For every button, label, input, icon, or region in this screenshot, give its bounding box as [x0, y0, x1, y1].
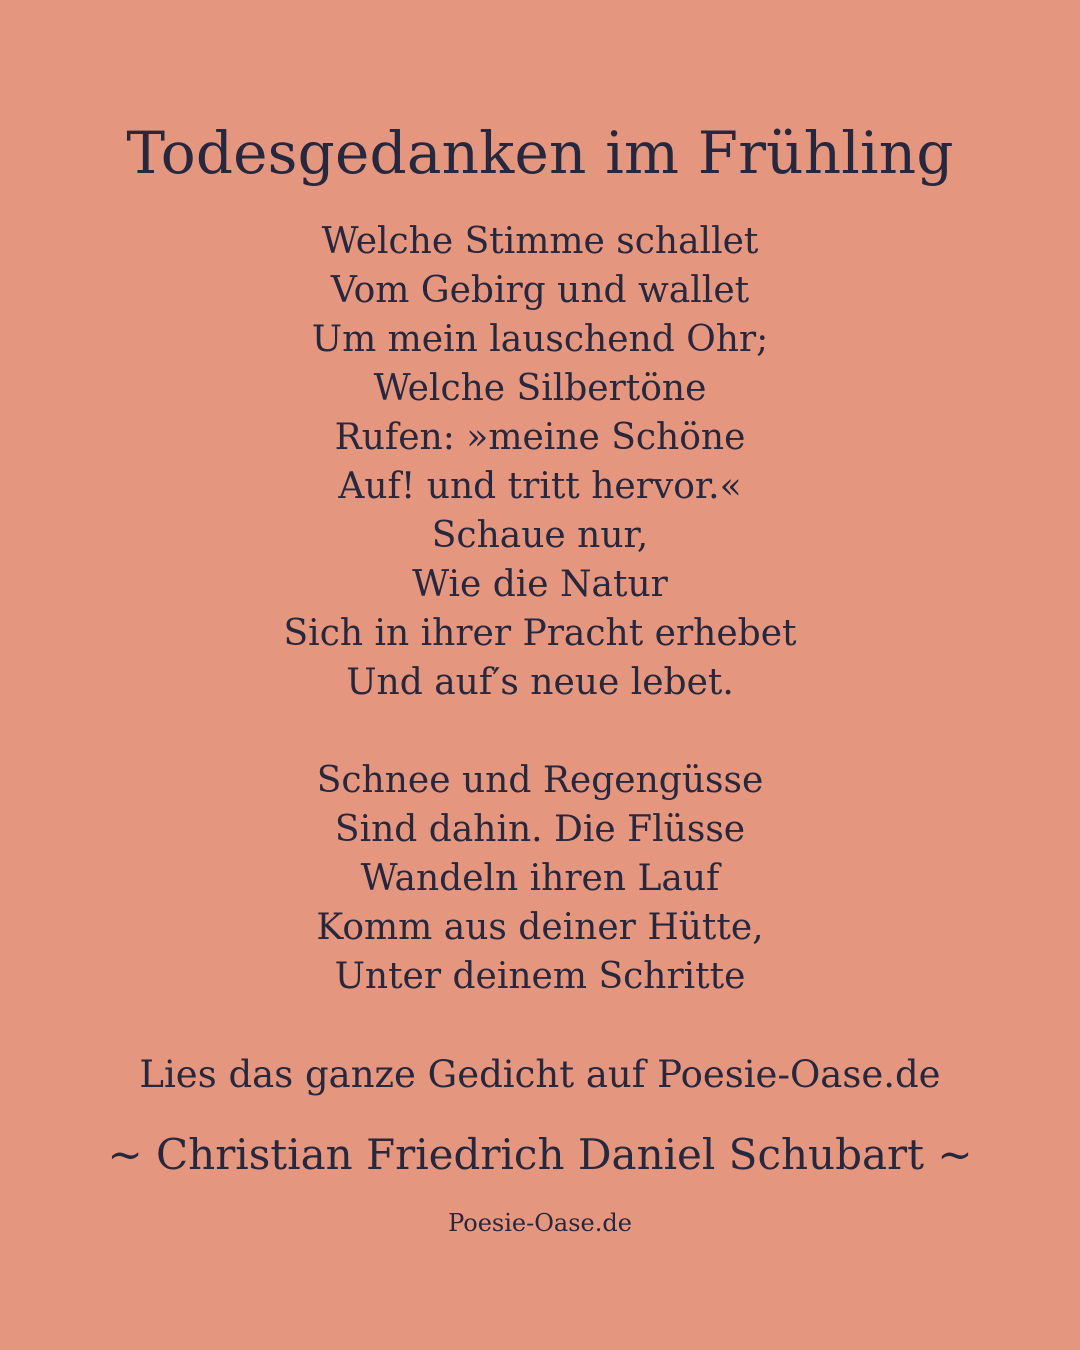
stanza-2	[0, 756, 1080, 1001]
poem-line: Sind dahin. Die Flüsse	[334, 809, 746, 850]
poem-line: Unter deinem Schritte	[334, 956, 746, 997]
poem-line: Schnee und Regengüsse	[316, 760, 764, 801]
poem-line: Und auf′s neue lebet.	[346, 662, 734, 703]
stanza-1	[0, 217, 1080, 707]
author-name: ~ Christian Friedrich Daniel Schubart ~	[107, 1130, 973, 1179]
poem-line: Rufen: »meine Schöne	[334, 417, 746, 458]
poem-line: Vom Gebirg und wallet	[330, 270, 750, 311]
poem-line: Um mein lauschend Ohr;	[311, 319, 769, 360]
poem-line: Welche Silbertöne	[373, 368, 707, 409]
site-watermark: Poesie-Oase.de	[448, 1209, 632, 1237]
read-full-poem-text: Lies das ganze Gedicht auf Poesie-Oase.de	[139, 1053, 941, 1096]
poem-line: Sich in ihrer Pracht erhebet	[283, 613, 797, 654]
poem-title: Todesgedanken im Frühling	[126, 119, 954, 187]
poem-line: Wie die Natur	[412, 564, 668, 605]
poem-line: Auf! und tritt hervor.«	[338, 466, 742, 507]
poem-line: Schaue nur,	[431, 515, 649, 556]
poem-line: Welche Stimme schallet	[321, 221, 759, 262]
poem-line: Wandeln ihren Lauf	[360, 858, 720, 899]
poem-line: Komm aus deiner Hütte,	[316, 907, 764, 948]
